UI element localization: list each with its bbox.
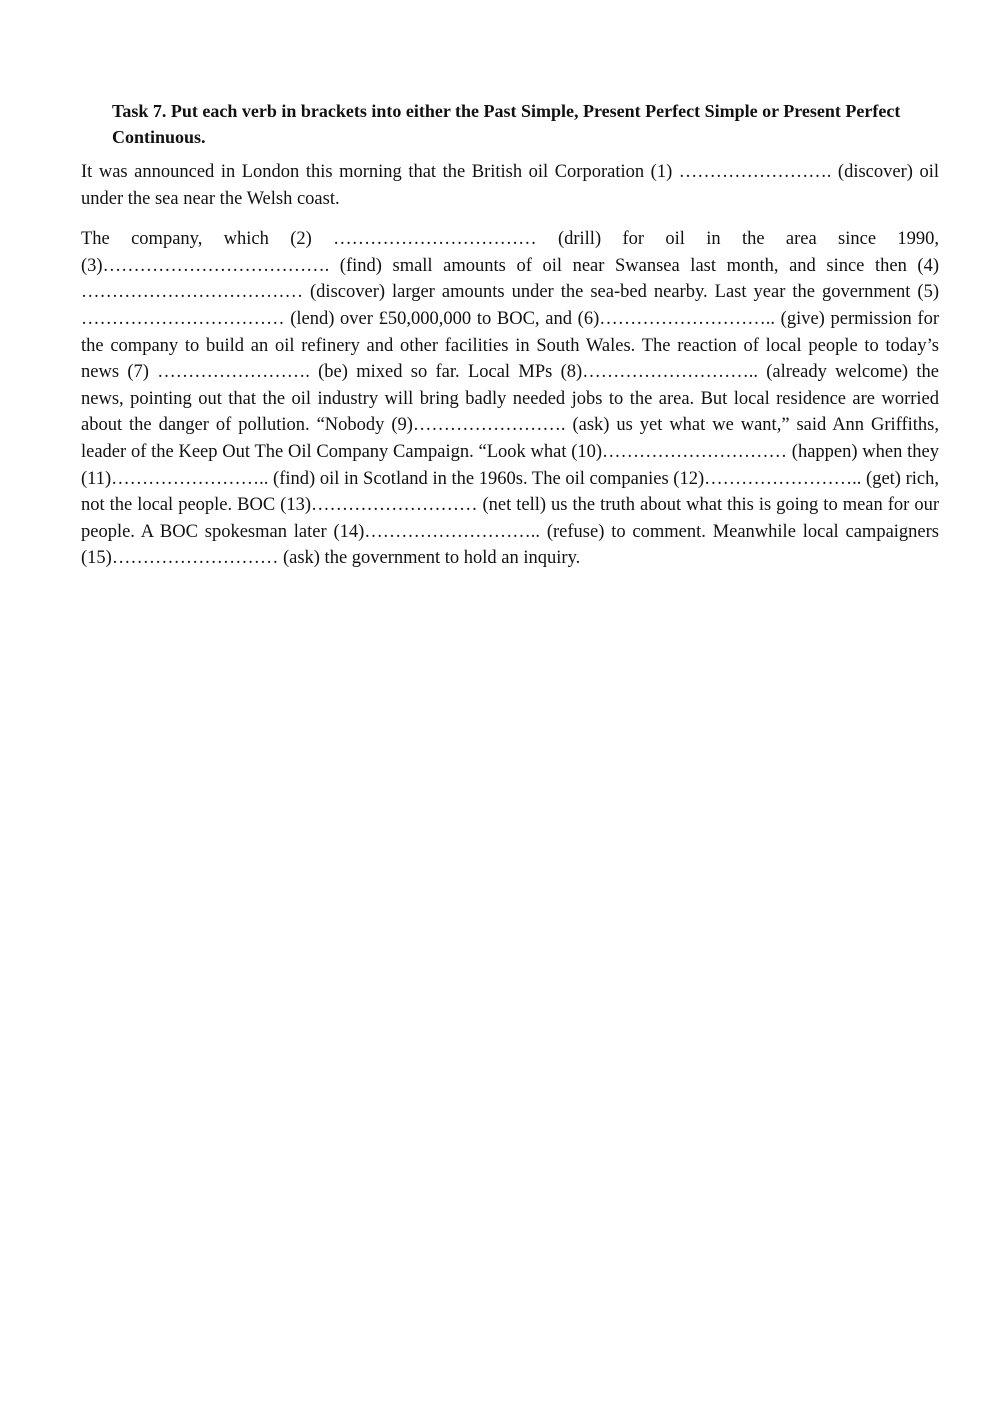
exercise-paragraph: The company, which (2) …………………………… (drill) for oil in the area since 1990, (3)………………………………. (find) small amounts of oil near Swansea last month, and since then (4) ……………………………… (discover) larger amounts under the sea-bed nearby. Last year the government (5) …………………………… (lend) over £50,000,000 to BOC, and (6)……………………….. (give) permission for the company to build an oil refinery and other facilities in South Wales. The reaction of local people to today’s news (7) ……………………. (be) mixed so far. Local MPs (8)……………………….. (already welcome) the news, pointing out that the oil industry will bring badly needed jobs to the area. But local residence are worried about the danger of pollution. “Nobody (9)……………………. (ask) us yet what we want,” said Ann Griffiths, leader of the Keep Out The Oil Company Campaign. “Look what (10)………………………… (happen) when they (11)…………………….. (find) oil in Scotland in the 1960s. The oil companies (12)…………………….. (get) rich, not the local people. BOC (13)……………………… (net tell) us the truth about what this is going to mean for our people. A BOC spokesman later (14)……………………….. (refuse) to comment. Meanwhile local campaigners (15)……………………… (ask) the government to hold an inquiry. [81,229,939,569]
worksheet-page [81,98,939,572]
task-heading: Task 7. Put each verb in brackets into either the Past Simple, Present Perfect Simple or Present Perfect Continuous. [112,101,901,147]
intro-paragraph: It was announced in London this morning that the British oil Corporation (1) ……………………. (discover) oil under the sea near the Welsh coast. [81,162,939,209]
